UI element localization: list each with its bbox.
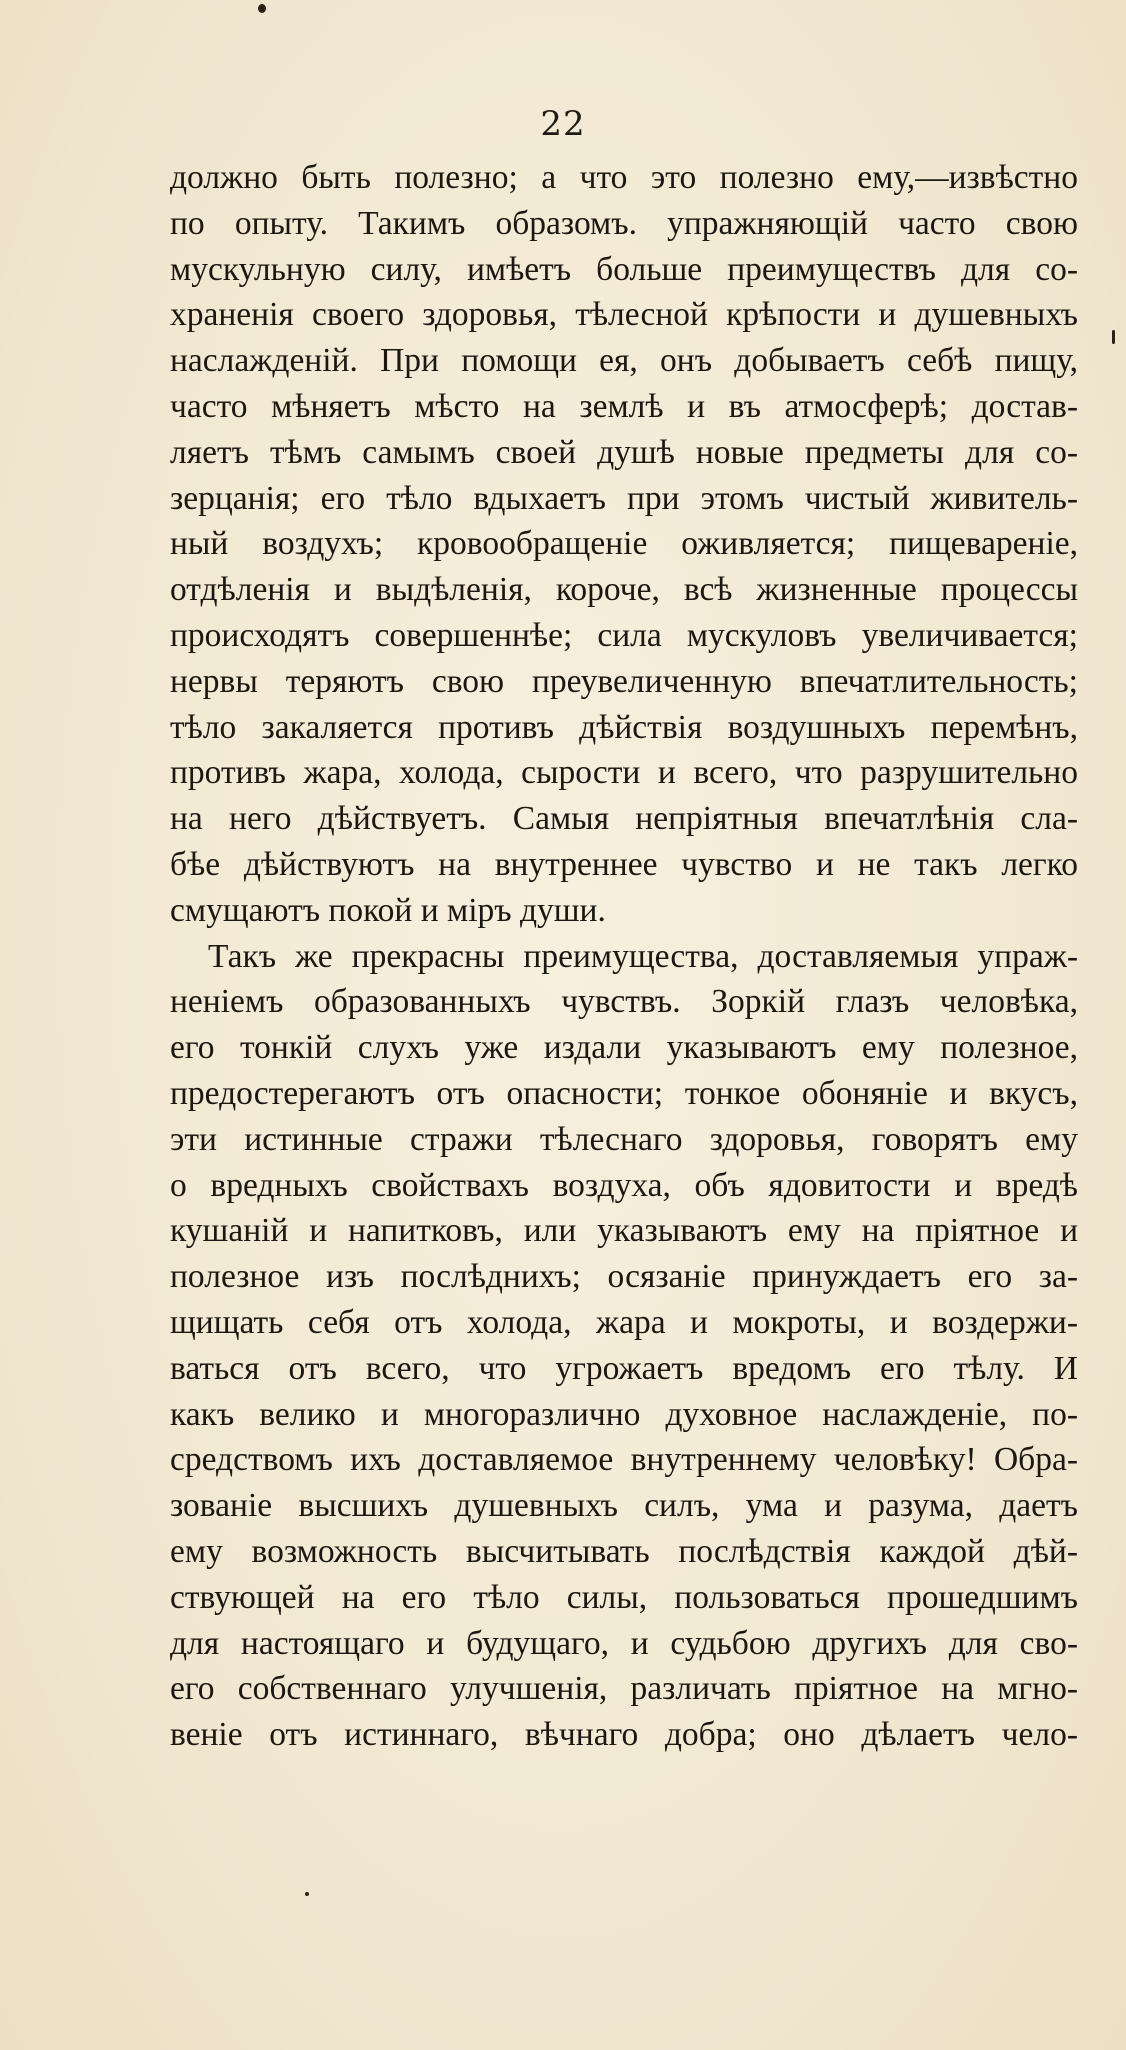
text-line: ный воздухъ; кровообращеніе оживляется; пищевареніе,	[170, 525, 1078, 563]
text-line: зерцанія; его тѣло вдыхаетъ при этомъ чистый живитель-	[170, 479, 1078, 517]
text-line: полезное изъ послѣднихъ; осязаніе принуждаетъ его за-	[170, 1258, 1078, 1296]
text-line: смущаютъ покой и міръ души.	[170, 891, 606, 929]
text-line: зованіе высшихъ душевныхъ силъ, ума и разума, даетъ	[170, 1487, 1078, 1525]
text-line: отдѣленія и выдѣленія, короче, всѣ жизненные процессы	[170, 571, 1078, 609]
text-line: мускульную силу, имѣетъ больше преимуществъ для со-	[170, 250, 1078, 288]
paragraph	[170, 934, 1078, 1758]
text-line: средствомъ ихъ доставляемое внутреннему человѣку! Обра-	[170, 1441, 1078, 1479]
ink-speck	[1112, 330, 1115, 344]
ink-speck	[305, 1892, 309, 1896]
text-line: бѣе дѣйствуютъ на внутреннее чувство и не такъ легко	[170, 845, 1078, 883]
text-line: для настоящаго и будущаго, и судьбою другихъ для сво-	[170, 1624, 1078, 1662]
text-line: ляетъ тѣмъ самымъ своей душѣ новые предметы для со-	[170, 433, 1078, 471]
text-line: его собственнаго улучшенія, различать пріятное на мгно-	[170, 1670, 1078, 1708]
text-line: нервы теряютъ свою преувеличенную впечатлительность;	[170, 662, 1078, 700]
paragraph	[170, 155, 1078, 934]
ink-speck	[258, 4, 266, 13]
text-line: по опыту. Такимъ образомъ. упражняющій часто свою	[170, 204, 1078, 242]
text-line: на него дѣйствуетъ. Самыя непріятныя впечатлѣнія сла-	[170, 800, 1078, 838]
text-line: противъ жара, холода, сырости и всего, что разрушительно	[170, 754, 1078, 792]
page-number: 22	[540, 104, 586, 144]
text-line: неніемъ образованныхъ чувствъ. Зоркій глазъ человѣка,	[170, 983, 1078, 1021]
text-line: ствующей на его тѣло силы, пользоваться прошедшимъ	[170, 1578, 1078, 1616]
text-line: Такъ же прекрасны преимущества, доставляемыя упраж-	[208, 937, 1078, 975]
text-line: веніе отъ истиннаго, вѣчнаго добра; оно дѣлаетъ чело-	[170, 1716, 1078, 1754]
text-line: какъ велико и многоразлично духовное наслажденіе, по-	[170, 1395, 1078, 1433]
text-line: ваться отъ всего, что угрожаетъ вредомъ его тѣлу. И	[170, 1349, 1078, 1387]
text-line: должно быть полезно; а что это полезно ему,—извѣстно	[170, 159, 1078, 196]
text-line: предостерегаютъ отъ опасности; тонкое обоняніе и вкусъ,	[170, 1074, 1078, 1112]
body-text	[170, 155, 1078, 1758]
text-line: тѣло закаляется противъ дѣйствія воздушныхъ перемѣнъ,	[170, 708, 1078, 746]
text-line: кушаній и напитковъ, или указываютъ ему на пріятное и	[170, 1212, 1078, 1250]
text-line: эти истинные стражи тѣлеснаго здоровья, говорятъ ему	[170, 1120, 1078, 1158]
text-line: храненія своего здоровья, тѣлесной крѣпости и душевныхъ	[170, 296, 1078, 334]
text-line: ему возможность высчитывать послѣдствія каждой дѣй-	[170, 1532, 1078, 1570]
text-line: происходятъ совершеннѣе; сила мускуловъ увеличивается;	[170, 616, 1078, 654]
text-line: щищать себя отъ холода, жара и мокроты, и воздержи-	[170, 1303, 1078, 1341]
text-line: наслажденій. При помощи ея, онъ добываетъ себѣ пищу,	[170, 342, 1078, 380]
text-line: часто мѣняетъ мѣсто на землѣ и въ атмосферѣ; достав-	[170, 387, 1078, 425]
text-line: о вредныхъ свойствахъ воздуха, объ ядовитости и вредѣ	[170, 1166, 1078, 1204]
text-line: его тонкій слухъ уже издали указываютъ ему полезное,	[170, 1029, 1078, 1067]
